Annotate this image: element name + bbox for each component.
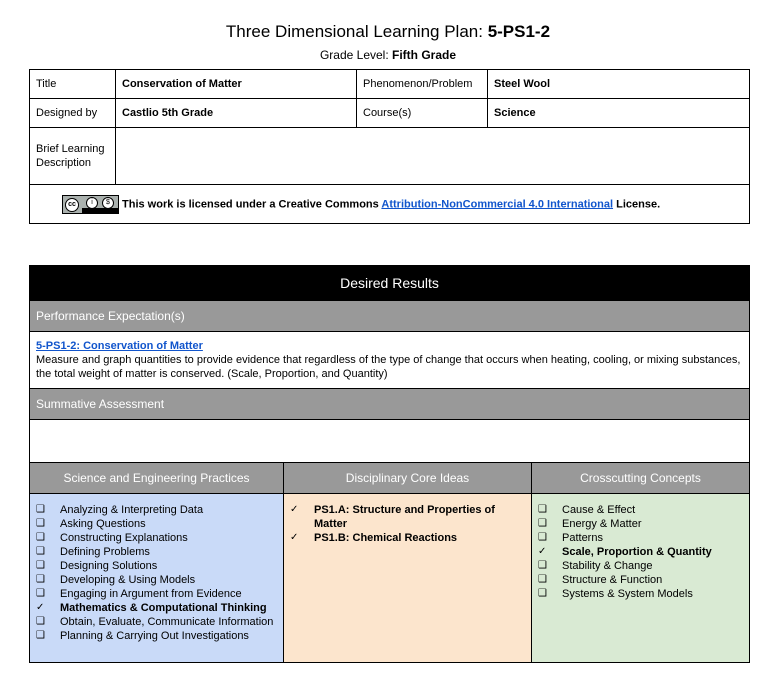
brief-value[interactable] — [116, 128, 750, 185]
brief-label: Brief Learning Description — [30, 128, 116, 185]
dci-heading: Disciplinary Core Ideas — [284, 463, 531, 494]
grade-value: Fifth Grade — [392, 48, 457, 62]
ccc-item[interactable] — [538, 503, 743, 517]
ccc-heading: Crosscutting Concepts — [532, 463, 749, 494]
ccc-item[interactable] — [538, 531, 743, 545]
checkmark-icon[interactable]: ✓ — [36, 602, 45, 613]
sep-item[interactable] — [36, 587, 277, 601]
ccc-item-label: Cause & Effect — [562, 504, 636, 516]
sep-item-label: Mathematics & Computational Thinking — [60, 602, 267, 614]
checkbox-icon[interactable]: ❑ — [538, 560, 547, 571]
checkbox-icon[interactable]: ❑ — [538, 504, 547, 515]
ccc-item-label: Structure & Function — [562, 574, 663, 586]
sep-item-label: Designing Solutions — [60, 560, 158, 572]
license-link[interactable]: Attribution-NonCommercial 4.0 International — [381, 198, 614, 210]
ccc-item-label: Scale, Proportion & Quantity — [562, 546, 712, 558]
checkbox-icon[interactable]: ❑ — [538, 588, 547, 599]
pe-heading: Performance Expectation(s) — [30, 300, 749, 331]
sep-item[interactable] — [36, 601, 277, 615]
course-value[interactable]: Science — [488, 99, 750, 128]
sep-item-label: Analyzing & Interpreting Data — [60, 504, 204, 516]
checkbox-icon[interactable]: ❑ — [36, 588, 45, 599]
sep-item-label: Planning & Carrying Out Investigations — [60, 630, 249, 642]
ccc-item-label: Systems & System Models — [562, 588, 693, 600]
person-icon: i — [86, 197, 98, 209]
desired-results-heading: Desired Results — [30, 266, 749, 300]
checkbox-icon[interactable]: ❑ — [36, 532, 45, 543]
ccc-item[interactable] — [538, 573, 743, 587]
ccc-item-label: Stability & Change — [562, 560, 653, 572]
phenomenon-label: Phenomenon/Problem — [357, 70, 488, 99]
cc-circle-icon: cc — [65, 198, 79, 212]
checkbox-icon[interactable]: ❑ — [36, 518, 45, 529]
sep-item[interactable] — [36, 545, 277, 559]
license-prefix: This work is licensed under a Creative Commons — [122, 198, 382, 210]
ccc-item[interactable] — [538, 545, 743, 559]
sep-heading: Science and Engineering Practices — [30, 463, 283, 494]
title-code: 5-PS1-2 — [487, 22, 551, 41]
checkbox-icon[interactable]: ❑ — [36, 546, 45, 557]
checkbox-icon[interactable]: ❑ — [538, 532, 547, 543]
sep-item-label: Constructing Explanations — [60, 532, 188, 544]
info-table — [29, 69, 750, 224]
pe-section — [30, 331, 749, 388]
checkmark-icon[interactable]: ✓ — [290, 532, 299, 543]
sep-item[interactable] — [36, 531, 277, 545]
sep-item-label: Engaging in Argument from Evidence — [60, 588, 242, 600]
dci-item[interactable] — [290, 531, 525, 545]
ccc-item[interactable] — [538, 559, 743, 573]
checkbox-icon[interactable]: ❑ — [36, 560, 45, 571]
sep-item[interactable] — [36, 559, 277, 573]
dci-item[interactable] — [290, 503, 525, 531]
title-label: Title — [30, 70, 116, 99]
sep-item[interactable] — [36, 503, 277, 517]
ccc-item-label: Patterns — [562, 532, 603, 544]
dci-column — [284, 463, 532, 662]
designed-label: Designed by — [30, 99, 116, 128]
checkbox-icon[interactable]: ❑ — [36, 616, 45, 627]
checkbox-icon[interactable]: ❑ — [36, 504, 45, 515]
sep-item[interactable] — [36, 629, 277, 643]
cc-badge-strip — [82, 208, 119, 213]
ccc-item-label: Energy & Matter — [562, 518, 642, 530]
pe-text: Measure and graph quantities to provide evidence that regardless of the type of change that occurs when heating, cooling, or mixing substances, the total weight of matter is conserved. (Scale, Proportion, and Quantity) — [36, 354, 741, 380]
cc-license-icon[interactable] — [62, 195, 119, 214]
checkbox-icon[interactable]: ❑ — [36, 574, 45, 585]
sep-column — [30, 463, 284, 662]
sep-item[interactable] — [36, 517, 277, 531]
sep-item-label: Asking Questions — [60, 518, 146, 530]
license-suffix: License. — [613, 198, 661, 210]
three-dimensions — [30, 462, 749, 662]
ccc-item[interactable] — [538, 587, 743, 601]
grade-label: Grade Level: — [319, 48, 393, 62]
sa-value[interactable] — [30, 419, 749, 462]
pe-link[interactable]: 5-PS1-2: Conservation of Matter — [36, 340, 203, 352]
checkbox-icon[interactable]: ❑ — [36, 630, 45, 641]
title-prefix: Three Dimensional Learning Plan: — [225, 22, 488, 41]
sa-heading: Summative Assessment — [30, 388, 749, 419]
dci-item-label: PS1.A: Structure and Properties of Matter — [314, 504, 495, 530]
course-label: Course(s) — [357, 99, 488, 128]
grade-level — [0, 48, 766, 62]
phenomenon-value[interactable]: Steel Wool — [488, 70, 750, 99]
sep-item[interactable] — [36, 573, 277, 587]
sep-item[interactable] — [36, 615, 277, 629]
checkmark-icon[interactable]: ✓ — [290, 504, 299, 515]
license-text — [122, 198, 660, 210]
checkbox-icon[interactable]: ❑ — [538, 518, 547, 529]
dci-item-label: PS1.B: Chemical Reactions — [314, 532, 458, 544]
ccc-list — [538, 503, 743, 601]
desired-results — [29, 265, 750, 663]
dci-list — [290, 503, 525, 545]
title-value[interactable]: Conservation of Matter — [116, 70, 357, 99]
checkmark-icon[interactable]: ✓ — [538, 546, 547, 557]
ccc-item[interactable] — [538, 517, 743, 531]
ccc-column — [532, 463, 749, 662]
no-dollar-icon: $ — [102, 197, 114, 209]
designed-value[interactable]: Castlio 5th Grade — [116, 99, 357, 128]
sep-item-label: Defining Problems — [60, 546, 150, 558]
sep-list — [36, 503, 277, 643]
sep-item-label: Obtain, Evaluate, Communicate Information — [60, 616, 274, 628]
checkbox-icon[interactable]: ❑ — [538, 574, 547, 585]
page-title — [0, 22, 766, 42]
license-row — [30, 185, 750, 224]
sep-item-label: Developing & Using Models — [60, 574, 196, 586]
